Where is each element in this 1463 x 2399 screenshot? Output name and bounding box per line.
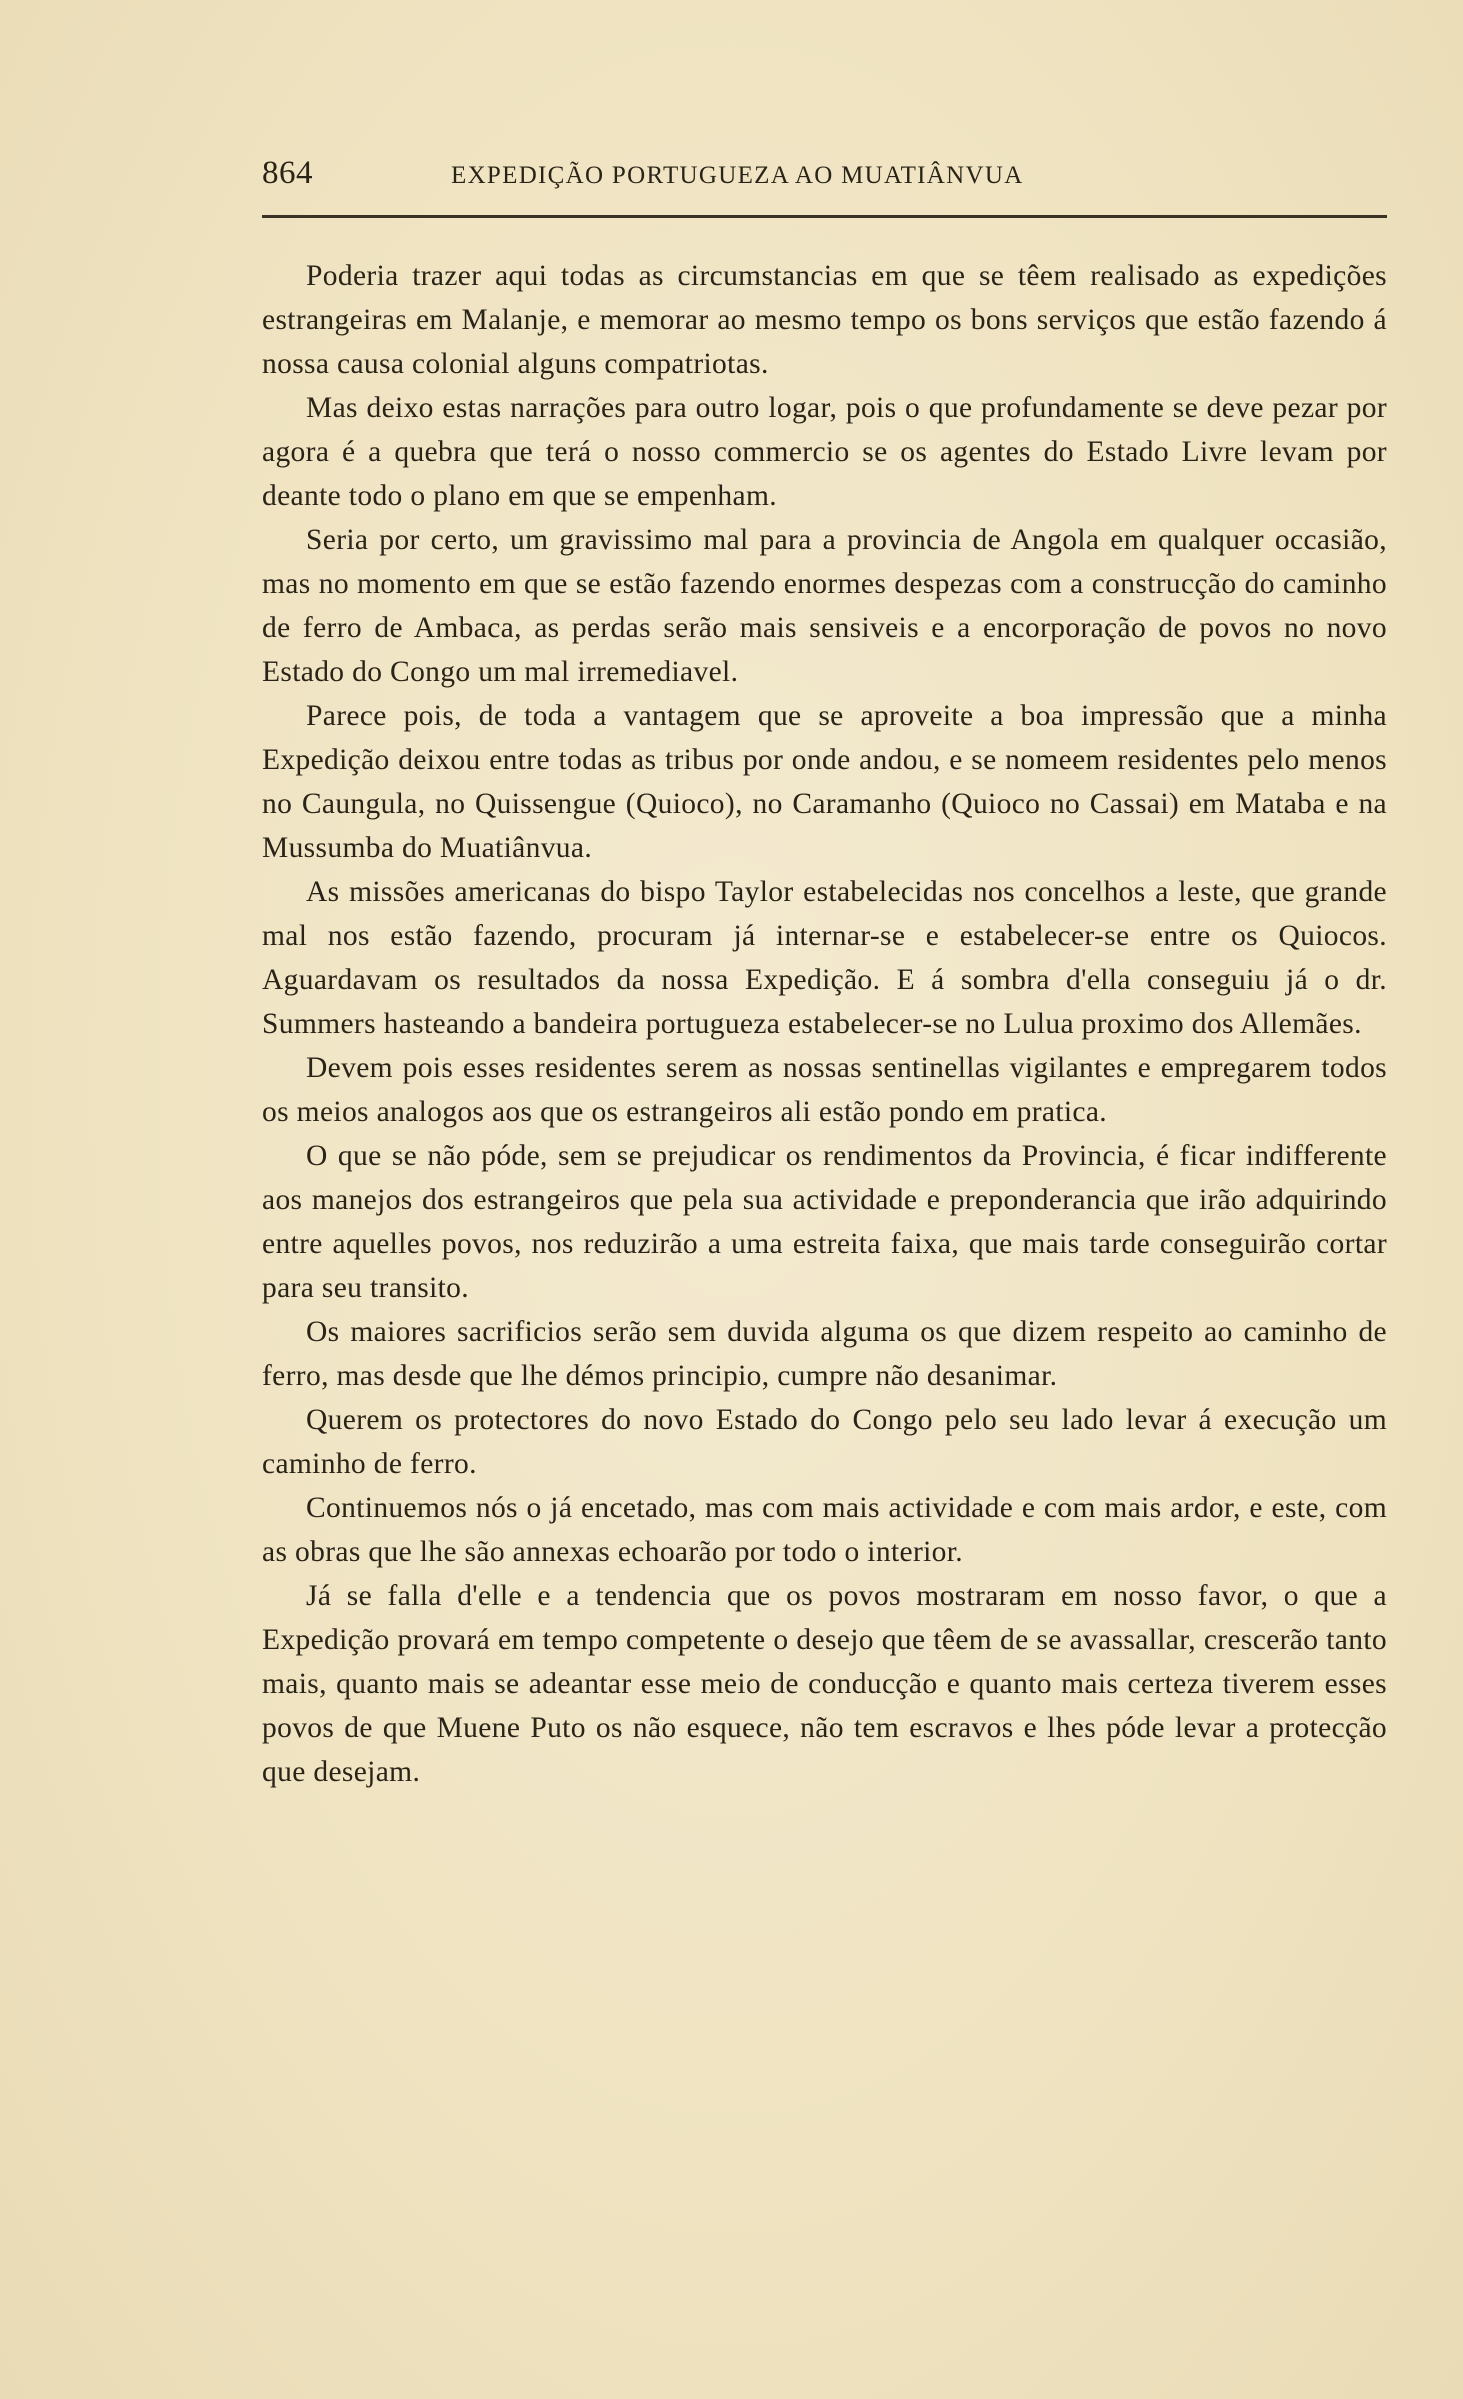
paragraph: Já se falla d'elle e a tendencia que os povos mostraram em nosso favor, o que a Expedição provará em tempo competente o desejo que têem de se avassallar, crescerão tanto mais, quanto mais se adeantar esse meio de conducção e quanto mais certeza tiverem esses povos de que Muene Puto os não esquece, não tem escravos e lhes póde levar a protecção que desejam. xyxy=(262,1580,1387,1788)
paragraph: Devem pois esses residentes serem as nossas sentinellas vigilantes e empregarem todos os meios analogos aos que os estrangeiros ali estão pondo em pratica. xyxy=(262,1052,1387,1128)
paragraph: Mas deixo estas narrações para outro logar, pois o que profundamente se deve pezar por agora é a quebra que terá o nosso commercio se os agentes do Estado Livre levam por deante todo o plano em que se empenham. xyxy=(262,392,1387,512)
paragraph: Seria por certo, um gravissimo mal para a provincia de Angola em qualquer occasião, mas no momento em que se estão fazendo enormes despezas com a construcção do caminho de ferro de Ambaca, as perdas serão mais sensiveis e a encorporação de povos no novo Estado do Congo um mal irremediavel. xyxy=(262,524,1387,688)
body-text xyxy=(262,254,1387,1794)
paragraph: O que se não póde, sem se prejudicar os rendimentos da Provincia, é ficar indifferente aos manejos dos estrangeiros que pela sua actividade e preponderancia que irão adquirindo entre aquelles povos, nos reduzirão a uma estreita faixa, que mais tarde conseguirão cortar para seu transito. xyxy=(262,1140,1387,1304)
paragraph: Querem os protectores do novo Estado do Congo pelo seu lado levar á execução um caminho de ferro. xyxy=(262,1404,1387,1480)
paragraph: Os maiores sacrificios serão sem duvida alguma os que dizem respeito ao caminho de ferro, mas desde que lhe démos principio, cumpre não desanimar. xyxy=(262,1316,1387,1392)
paragraph: As missões americanas do bispo Taylor estabelecidas nos concelhos a leste, que grande mal nos estão fazendo, procuram já internar-se e estabelecer-se entre os Quiocos. Aguardavam os resultados da nossa Expedição. E á sombra d'ella conseguiu já o dr. Summers hasteando a bandeira portugueza estabelecer-se no Lulua proximo dos Allemães. xyxy=(262,876,1387,1040)
running-title: EXPEDIÇÃO PORTUGUEZA AO MUATIÂNVUA xyxy=(451,162,1024,189)
page-header xyxy=(262,148,1387,208)
paragraph: Parece pois, de toda a vantagem que se aproveite a boa impressão que a minha Expedição deixou entre todas as tribus por onde andou, e se nomeem residentes pelo menos no Caungula, no Quissengue (Quioco), no Caramanho (Quioco no Cassai) em Mataba e na Mussumba do Muatiânvua. xyxy=(262,700,1387,864)
header-rule xyxy=(262,215,1387,218)
paragraph: Poderia trazer aqui todas as circumstancias em que se têem realisado as expedições estrangeiras em Malanje, e memorar ao mesmo tempo os bons serviços que estão fazendo á nossa causa colonial alguns compatriotas. xyxy=(262,260,1387,380)
page-number: 864 xyxy=(262,155,313,191)
paragraph: Continuemos nós o já encetado, mas com mais actividade e com mais ardor, e este, com as obras que lhe são annexas echoarão por todo o interior. xyxy=(262,1492,1387,1568)
